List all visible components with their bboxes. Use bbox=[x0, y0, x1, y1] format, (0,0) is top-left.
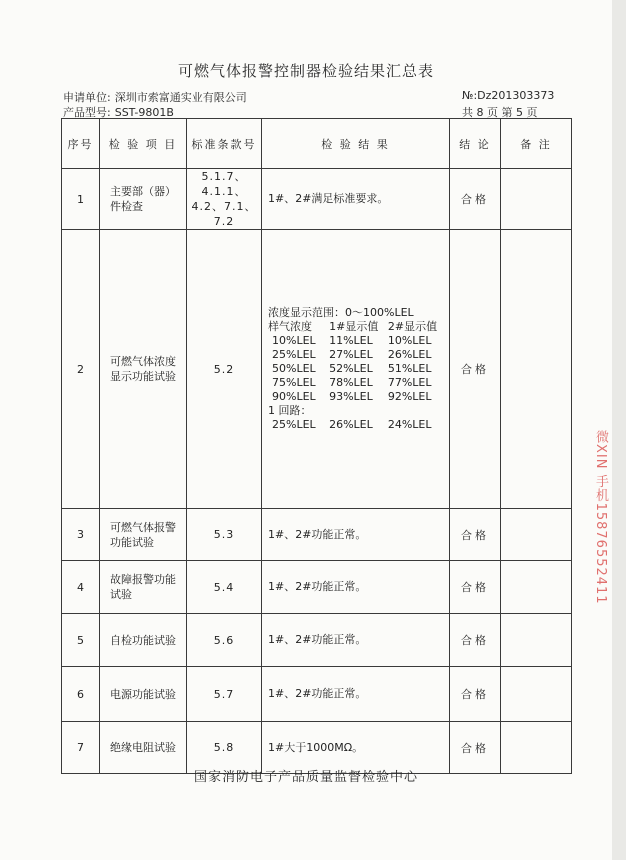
row-standard: 5.6 bbox=[187, 614, 262, 667]
row-result: 1#、2#满足标准要求。 bbox=[262, 169, 450, 230]
row-result: 1#、2#功能正常。 bbox=[262, 614, 450, 667]
row-standard: 5.4 bbox=[187, 561, 262, 614]
row-note bbox=[501, 230, 572, 509]
loop-label: 1 回路： bbox=[268, 404, 312, 417]
page-background-strip bbox=[612, 0, 626, 860]
row-number: 1 bbox=[62, 169, 100, 230]
conc-value-1: 11%LEL bbox=[329, 334, 373, 347]
row-item: 自检功能试验 bbox=[100, 614, 187, 667]
row-item: 电源功能试验 bbox=[100, 667, 187, 722]
col-header-result: 检 验 结 果 bbox=[262, 119, 450, 169]
table-row bbox=[62, 169, 572, 230]
row-conclusion: 合格 bbox=[450, 509, 501, 561]
conc-sample: 10%LEL bbox=[272, 334, 316, 347]
row-conclusion: 合格 bbox=[450, 561, 501, 614]
conc-sample: 50%LEL bbox=[272, 362, 316, 375]
row-item: 主要部（器）件检查 bbox=[100, 169, 187, 230]
page-count: 共 8 页 第 5 页 bbox=[462, 106, 538, 119]
row-number: 5 bbox=[62, 614, 100, 667]
model-label: 产品型号: bbox=[63, 106, 111, 119]
table-row bbox=[62, 614, 572, 667]
loop-row bbox=[268, 418, 445, 432]
conc-value-2: 51%LEL bbox=[387, 362, 432, 375]
conc-head-sample: 样气浓度 bbox=[268, 320, 312, 333]
table-header-row bbox=[62, 119, 572, 169]
row-conclusion: 合格 bbox=[450, 614, 501, 667]
row-item: 可燃气体报警功能试验 bbox=[100, 509, 187, 561]
row-standard: 5.3 bbox=[187, 509, 262, 561]
model-value: SST-9801B bbox=[114, 106, 174, 119]
col-header-item: 检 验 项 目 bbox=[100, 119, 187, 169]
applicant-line bbox=[63, 89, 247, 105]
loop-value-2: 24%LEL bbox=[387, 418, 432, 431]
row-number: 3 bbox=[62, 509, 100, 561]
conc-head-1: 1#显示值 bbox=[329, 320, 379, 333]
loop-sample: 25%LEL bbox=[272, 418, 316, 431]
loop-label-row bbox=[268, 404, 445, 418]
table-row bbox=[62, 230, 572, 509]
conc-sample: 75%LEL bbox=[272, 376, 316, 389]
row-conclusion: 合格 bbox=[450, 667, 501, 722]
row-number: 2 bbox=[62, 230, 100, 509]
concentration-row bbox=[268, 362, 445, 376]
results-table bbox=[61, 118, 572, 774]
applicant-value: 深圳市索富通实业有限公司 bbox=[114, 91, 247, 104]
concentration-row bbox=[268, 376, 445, 390]
display-range: 浓度显示范围：0～100%LEL bbox=[268, 306, 414, 319]
row-conclusion: 合格 bbox=[450, 230, 501, 509]
row-result: 1#大于1000MΩ。 bbox=[262, 722, 450, 774]
row-item: 故障报警功能试验 bbox=[100, 561, 187, 614]
row-note bbox=[501, 667, 572, 722]
concentration-row bbox=[268, 334, 445, 348]
row-result: 1#、2#功能正常。 bbox=[262, 667, 450, 722]
conc-value-2: 92%LEL bbox=[387, 390, 432, 403]
row-result: 1#、2#功能正常。 bbox=[262, 509, 450, 561]
conc-value-1: 78%LEL bbox=[329, 376, 373, 389]
row-standard: 5.7 bbox=[187, 667, 262, 722]
concentration-row bbox=[268, 348, 445, 362]
row-note bbox=[501, 614, 572, 667]
row-result-detail bbox=[262, 230, 450, 509]
row-standard: 5.1.7、4.1.1、4.2、7.1、7.2 bbox=[187, 169, 262, 230]
side-watermark: 微XIN 手机15876552411 bbox=[593, 430, 608, 605]
row-note bbox=[501, 509, 572, 561]
applicant-label: 申请单位: bbox=[63, 91, 111, 104]
table-row bbox=[62, 561, 572, 614]
conc-value-1: 27%LEL bbox=[329, 348, 373, 361]
conc-value-2: 77%LEL bbox=[387, 376, 432, 389]
concentration-row bbox=[268, 390, 445, 404]
page-title: 可燃气体报警控制器检验结果汇总表 bbox=[177, 62, 434, 80]
col-header-note: 备 注 bbox=[501, 119, 572, 169]
row-note bbox=[501, 169, 572, 230]
row-note bbox=[501, 561, 572, 614]
row-number: 4 bbox=[62, 561, 100, 614]
table-row bbox=[62, 509, 572, 561]
concentration-header bbox=[268, 320, 445, 334]
loop-value-1: 26%LEL bbox=[329, 418, 373, 431]
col-header-no: 序号 bbox=[62, 119, 100, 169]
conc-value-2: 10%LEL bbox=[387, 334, 432, 347]
row-conclusion: 合格 bbox=[450, 722, 501, 774]
conc-value-2: 26%LEL bbox=[387, 348, 432, 361]
document-number: №:Dz201303373 bbox=[462, 89, 555, 102]
col-header-conclusion: 结 论 bbox=[450, 119, 501, 169]
issuer-footer: 国家消防电子产品质量监督检验中心 bbox=[193, 770, 418, 785]
row-number: 7 bbox=[62, 722, 100, 774]
row-number: 6 bbox=[62, 667, 100, 722]
row-conclusion: 合格 bbox=[450, 169, 501, 230]
row-result: 1#、2#功能正常。 bbox=[262, 561, 450, 614]
conc-value-1: 52%LEL bbox=[329, 362, 373, 375]
table-row bbox=[62, 667, 572, 722]
row-standard: 5.2 bbox=[187, 230, 262, 509]
conc-value-1: 93%LEL bbox=[329, 390, 373, 403]
row-item: 可燃气体浓度显示功能试验 bbox=[100, 230, 187, 509]
row-standard: 5.8 bbox=[187, 722, 262, 774]
conc-sample: 25%LEL bbox=[272, 348, 316, 361]
conc-head-2: 2#显示值 bbox=[387, 320, 438, 333]
concentration-table bbox=[268, 320, 445, 432]
conc-sample: 90%LEL bbox=[272, 390, 316, 403]
row-item: 绝缘电阻试验 bbox=[100, 722, 187, 774]
col-header-std: 标准条款号 bbox=[187, 119, 262, 169]
